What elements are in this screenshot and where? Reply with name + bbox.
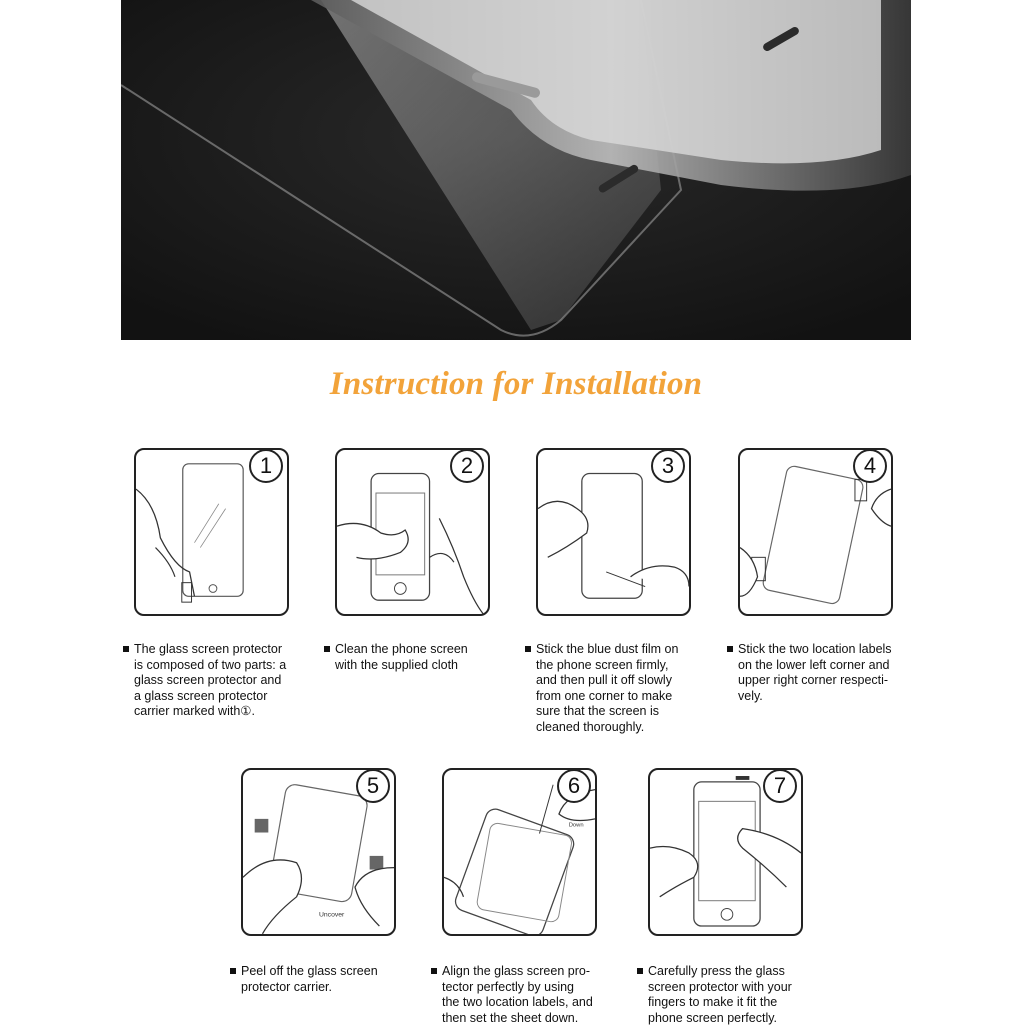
step-4-text: Stick the two location labels on the lower left corner and upper right corner respecti- vely. [738,642,892,703]
page-title: Instruction for Installation [329,366,703,402]
hero-photo [121,0,911,340]
step-7-text: Carefully press the glass screen protector with your fingers to make it fit the phone screen perfectly. [648,964,792,1025]
step-1-description [123,642,324,720]
bullet-icon [637,968,643,974]
step-6-card [442,768,597,936]
step-1-text: The glass screen protector is composed of two parts: a glass screen protector and a glass screen protector carrier marked with①. [134,642,287,718]
step-4-number: 4 [853,449,887,483]
step-6-description [431,964,642,1026]
uncover-label: Uncover [318,911,345,919]
step-1-number: 1 [249,449,283,483]
step-6-text: Align the glass screen pro- tector perfectly by using the two location labels, and then set the sheet down. [442,964,593,1025]
step-2-description [324,642,525,673]
bullet-icon [525,646,531,652]
step-4-description [727,642,933,704]
step-7-number: 7 [763,769,797,803]
step-5-card [241,768,396,936]
step-3-number: 3 [651,449,685,483]
step-1-card [134,448,289,616]
step-3-text: Stick the blue dust film on the phone screen firmly, and then pull it off slowly from one corner to make sure that the screen is cleaned thoroughly. [536,642,679,734]
step-2-number: 2 [450,449,484,483]
step-5-number: 5 [356,769,390,803]
bullet-icon [431,968,437,974]
bullet-icon [727,646,733,652]
bullet-icon [230,968,236,974]
step-3-description [525,642,731,735]
step-5-description [230,964,441,995]
bullet-icon [123,646,129,652]
step-7-description [637,964,848,1026]
step-5-text: Peel off the glass screen protector carrier. [241,964,378,994]
bullet-icon [324,646,330,652]
step-6-number: 6 [557,769,591,803]
down-label: Down [568,822,584,829]
step-2-card [335,448,490,616]
step-3-card [536,448,691,616]
tempered-glass-on-phone-photo-icon [121,0,911,340]
step-7-card [648,768,803,936]
step-4-card [738,448,893,616]
step-2-text: Clean the phone screen with the supplied cloth [335,642,468,672]
